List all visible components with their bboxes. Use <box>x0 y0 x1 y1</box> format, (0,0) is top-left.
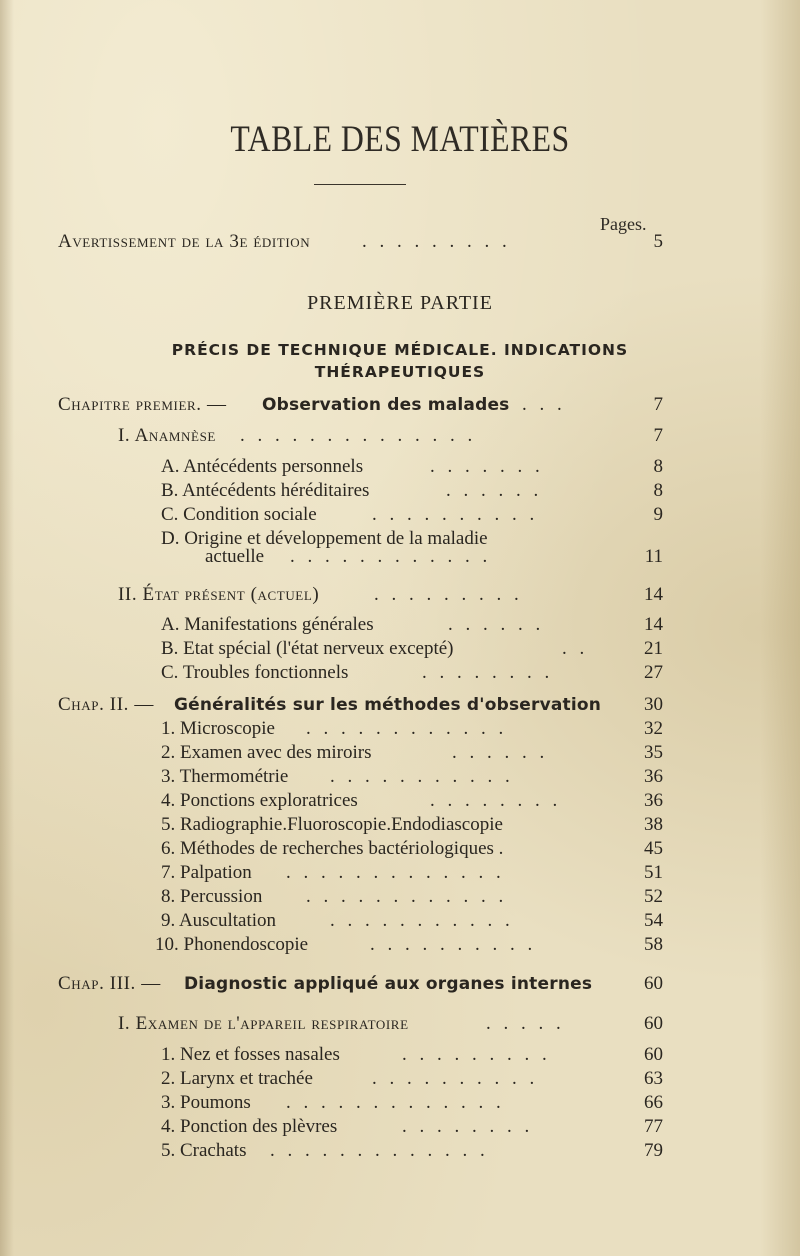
toc-page-number: 36 <box>644 766 663 787</box>
leader-dots: . . . . . . . . . . . . . . <box>240 425 477 446</box>
leader-dots: . . . . . . . . . . . <box>330 766 514 787</box>
part-subtitle-line1: PRÉCIS DE TECHNIQUE MÉDICALE. INDICATIONS <box>171 341 629 359</box>
toc-page-number: 8 <box>653 456 663 477</box>
leader-dots: . . . . . . . . . <box>374 584 523 605</box>
toc-page-number: 11 <box>644 546 663 567</box>
toc-page-number: 51 <box>644 862 663 883</box>
chapter-prefix: Chapitre premier. — <box>58 394 227 415</box>
title-divider <box>314 184 406 185</box>
part-heading: PREMIÈRE PARTIE <box>307 292 493 314</box>
leader-dots: . . . . . . . . . <box>362 231 511 252</box>
leader-dots: . . . . . . <box>446 480 543 501</box>
pages-column-label: Pages. <box>600 214 647 234</box>
toc-entry-label: 1. Microscopie <box>161 718 275 739</box>
toc-entry-label: 3. Poumons <box>161 1092 251 1113</box>
toc-page-number: 21 <box>644 638 663 659</box>
toc-page-number: 7 <box>653 425 663 446</box>
toc-entry-label: 6. Méthodes de recherches bactériologiques . <box>161 838 504 859</box>
chapter-prefix: Chap. II. — <box>58 694 154 715</box>
toc-page-number: 30 <box>644 694 663 715</box>
page-edge-shadow-left <box>0 0 14 1256</box>
toc-page-number: 63 <box>644 1068 663 1089</box>
toc-entry-label: 7. Palpation <box>161 862 252 883</box>
toc-entry-label: 8. Percussion <box>161 886 263 907</box>
toc-entry-label: 5. Radiographie.Fluoroscopie.Endodiascopie <box>161 814 503 835</box>
toc-page-number: 7 <box>653 394 663 415</box>
toc-entry-label: 5. Crachats <box>161 1140 247 1161</box>
toc-entry-label: C. Troubles fonctionnels <box>161 662 349 683</box>
chapter-title: Généralités sur les méthodes d'observation <box>174 695 602 715</box>
leader-dots: . . . . . . . . . . . . . <box>286 862 505 883</box>
toc-entry-label: Avertissement de la 3e édition <box>58 231 311 252</box>
toc-page-number: 45 <box>644 838 663 859</box>
toc-entry-label: I. Anamnèse <box>118 425 216 446</box>
toc-page-number: 52 <box>644 886 663 907</box>
leader-dots: . . . . . . . . . . <box>372 1068 539 1089</box>
leader-dots: . . . <box>522 394 566 415</box>
toc-entry-label: II. État présent (actuel) <box>118 584 320 605</box>
leader-dots: . . . . . . . . <box>402 1116 534 1137</box>
toc-page-number: 60 <box>644 1044 663 1065</box>
toc-entry-label: D. Origine et développement de la maladie <box>161 528 488 549</box>
toc-page-number: 9 <box>653 504 663 525</box>
toc-entry-label: 2. Larynx et trachée <box>161 1068 313 1089</box>
toc-entry-label: I. Examen de l'appareil respiratoire <box>118 1013 409 1034</box>
toc-entry-label: 1. Nez et fosses nasales <box>161 1044 340 1065</box>
toc-page-number: 8 <box>653 480 663 501</box>
toc-page-number: 36 <box>644 790 663 811</box>
toc-page-number: 38 <box>644 814 663 835</box>
toc-entry-label: B. Antécédents héréditaires <box>161 480 370 501</box>
toc-page-number: 27 <box>644 662 663 683</box>
part-subtitle-line2: THÉRAPEUTIQUES <box>314 363 486 381</box>
toc-entry-label: C. Condition sociale <box>161 504 317 525</box>
toc-entry-label: 10. Phonendoscopie <box>155 934 309 955</box>
leader-dots: . . . . . . . . . . . . <box>306 886 508 907</box>
toc-page-number: 58 <box>644 934 663 955</box>
page-title: TABLE DES MATIÈRES <box>230 119 570 160</box>
toc-page-number: 35 <box>644 742 663 763</box>
leader-dots: . . . . . . . . . . . . . <box>270 1140 489 1161</box>
toc-entry-label: 4. Ponctions exploratrices <box>161 790 358 811</box>
page-edge-shadow-right <box>760 0 800 1256</box>
leader-dots: . . . . . . <box>452 742 549 763</box>
toc-page-number: 77 <box>644 1116 663 1137</box>
toc-entry-label: A. Antécédents personnels <box>161 456 364 477</box>
toc-entry-label: 2. Examen avec des miroirs <box>161 742 372 763</box>
toc-page-number: 54 <box>644 910 663 931</box>
leader-dots: . . . . . . . . . . . . . <box>286 1092 505 1113</box>
toc-entry-label: 4. Ponction des plèvres <box>161 1116 338 1137</box>
toc-entry-label: B. Etat spécial (l'état nerveux excepté) <box>161 638 454 659</box>
toc-entry-label: 9. Auscultation <box>161 910 277 931</box>
leader-dots: . . . . . . . . <box>422 662 554 683</box>
leader-dots: . . . . . . <box>448 614 545 635</box>
leader-dots: . . <box>562 638 589 659</box>
toc-page-number: 5 <box>653 231 663 252</box>
leader-dots: . . . . . . . . . . <box>372 504 539 525</box>
toc-page-number: 60 <box>644 1013 663 1034</box>
toc-page-number: 66 <box>644 1092 663 1113</box>
chapter-prefix: Chap. III. — <box>58 973 161 994</box>
toc-page-number: 32 <box>644 718 663 739</box>
leader-dots: . . . . . <box>486 1013 565 1034</box>
leader-dots: . . . . . . . . . . . . <box>290 546 492 567</box>
leader-dots: . . . . . . . . . <box>402 1044 551 1065</box>
chapter-title: Observation des malades <box>262 395 510 415</box>
toc-entry-label: 3. Thermométrie <box>161 766 289 787</box>
chapter-title: Diagnostic appliqué aux organes internes <box>184 974 593 994</box>
toc-entry-label: A. Manifestations générales <box>161 614 374 635</box>
toc-page-number: 14 <box>644 614 663 635</box>
toc-page-number: 60 <box>644 973 663 994</box>
leader-dots: . . . . . . . <box>430 456 544 477</box>
toc-page-number: 14 <box>644 584 663 605</box>
toc-entry-label: actuelle <box>205 546 265 567</box>
leader-dots: . . . . . . . . . . . <box>330 910 514 931</box>
leader-dots: . . . . . . . . . . <box>370 934 537 955</box>
leader-dots: . . . . . . . . . . . . <box>306 718 508 739</box>
leader-dots: . . . . . . . . <box>430 790 562 811</box>
toc-page-number: 79 <box>644 1140 663 1161</box>
